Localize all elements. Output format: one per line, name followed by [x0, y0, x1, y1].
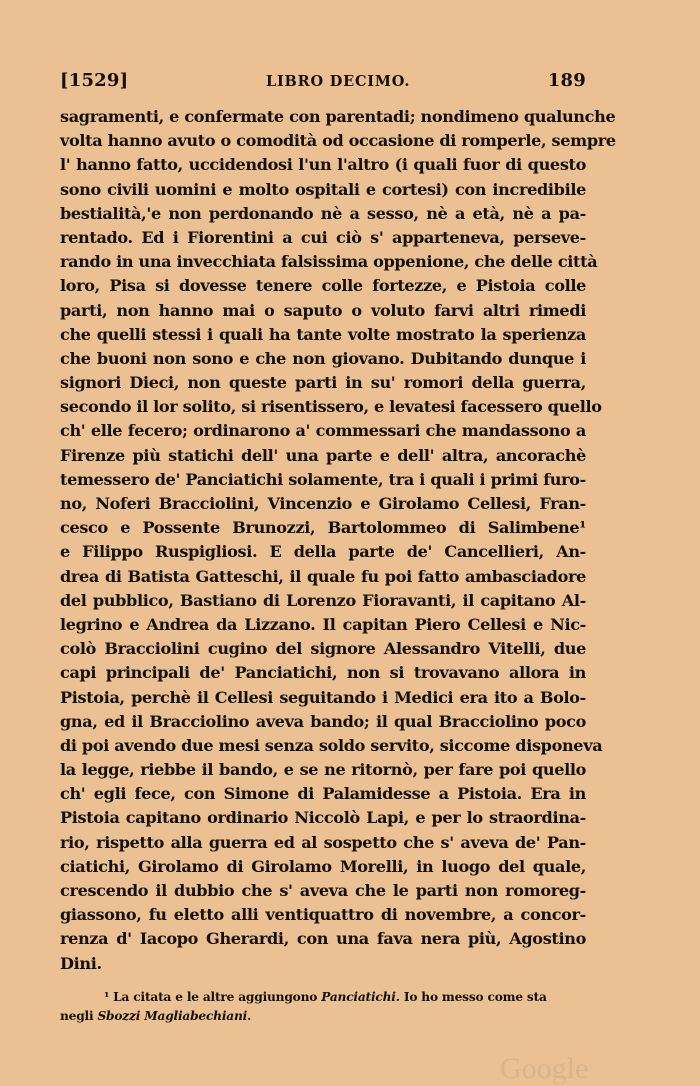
text-line: ch' egli fece, con Simone di Palamidesse a Pistoia. Era in — [60, 784, 586, 804]
running-header — [60, 70, 586, 98]
text-line: secondo il lor solito, si risentissero, e levatesi facessero quello — [60, 397, 602, 417]
text-line: no, Noferi Bracciolini, Vincenzio e Girolamo Cellesi, Fran- — [60, 494, 586, 513]
text-line: la legge, riebbe il bando, e se ne ritornò, per fare poi quello — [60, 760, 586, 780]
text-line: legrino e Andrea da Lizzano. Il capitan Piero Cellesi e Nic- — [60, 614, 586, 634]
text-line: colò Bracciolini cugino del signore Alessandro Vitelli, due — [60, 639, 586, 659]
text-line: che buoni non sono e che non giovano. Dubitando dunque i — [60, 348, 586, 368]
page-number: 189 — [547, 70, 586, 91]
text-line: Pistoia, perchè il Cellesi seguitando i Medici era ito a Bolo- — [60, 687, 586, 707]
footnote-line-1: ¹ La citata e le altre aggiungono Panciatichi. Io ho messo come sta — [104, 989, 547, 1004]
text-line: del pubblico, Bastiano di Lorenzo Fioravanti, il capitano Al- — [60, 590, 586, 610]
text-line: Pistoia capitano ordinario Niccolò Lapi, e per lo straordina- — [60, 808, 586, 828]
text-line: bestialità,'e non perdonando nè a sesso, nè a età, nè a pa- — [60, 203, 586, 223]
text-line: drea di Batista Gatteschi, il quale fu poi fatto ambasciadore — [60, 566, 586, 586]
text-line: di poi avendo due mesi senza soldo servito, siccome disponeva — [60, 735, 603, 755]
header-year: [1529] — [60, 70, 129, 91]
text-line: giassono, fu eletto alli ventiquattro di novembre, a concor- — [60, 905, 586, 925]
text-line: rio, rispetto alla guerra ed al sospetto che s' aveva de' Pan- — [60, 832, 586, 852]
text-line: rentado. Ed i Fiorentini a cui ciò s' apparteneva, perseve- — [60, 227, 586, 247]
text-line: gna, ed il Bracciolino aveva bando; il qual Bracciolino poco — [60, 711, 586, 731]
text-line: parti, non hanno mai o saputo o voluto farvi altri rimedi — [60, 300, 586, 320]
text-line: signori Dieci, non queste parti in su' romori della guerra, — [60, 373, 586, 393]
text-line: che quelli stessi i quali ha tante volte mostrato la sperienza — [60, 324, 586, 344]
text-line: ciatichi, Girolamo di Girolamo Morelli, in luogo del quale, — [60, 856, 586, 876]
text-line: l' hanno fatto, uccidendosi l'un l'altro (i quali fuor di questo — [60, 155, 586, 175]
text-line: crescendo il dubbio che s' aveva che le parti non romoreg- — [60, 881, 586, 900]
body-text — [60, 105, 616, 976]
footnote — [60, 988, 586, 1026]
text-line: cesco e Possente Brunozzi, Bartolommeo di Salimbene¹ — [60, 518, 586, 538]
text-line: ch' elle fecero; ordinarono a' commessari che mandassono a — [60, 421, 586, 441]
text-line: renza d' Iacopo Gherardi, con una fava nera più, Agostino — [60, 929, 586, 949]
watermark: Google — [500, 1052, 589, 1085]
text-line: sono civili uomini e molto ospitali e cortesi) con incredibile — [60, 179, 586, 199]
text-line: Firenze più statichi dell' una parte e dell' altra, ancorachè — [60, 445, 586, 465]
text-line: capi principali de' Panciatichi, non si trovavano allora in — [60, 663, 586, 683]
header-book-title: LIBRO DECIMO. — [265, 73, 411, 90]
text-line: e Filippo Ruspigliosi. E della parte de' Cancellieri, An- — [60, 542, 586, 562]
text-line: sagramenti, e confermate con parentadi; nondimeno qualunche — [60, 107, 616, 126]
book-page — [60, 70, 616, 1026]
text-line: Dini. — [60, 953, 102, 973]
text-line: volta hanno avuto o comodità od occasione di romperle, sempre — [60, 131, 616, 151]
footnote-line-2: negli Sbozzi Magliabechiani. — [60, 1008, 252, 1023]
text-line: rando in una invecchiata falsissima oppenione, che delle città — [60, 252, 598, 272]
footnote-marker: ¹ — [104, 989, 110, 1004]
text-line: temessero de' Panciatichi solamente, tra i quali i primi furo- — [60, 469, 586, 489]
text-line: loro, Pisa si dovesse tenere colle fortezze, e Pistoia colle — [60, 276, 586, 296]
